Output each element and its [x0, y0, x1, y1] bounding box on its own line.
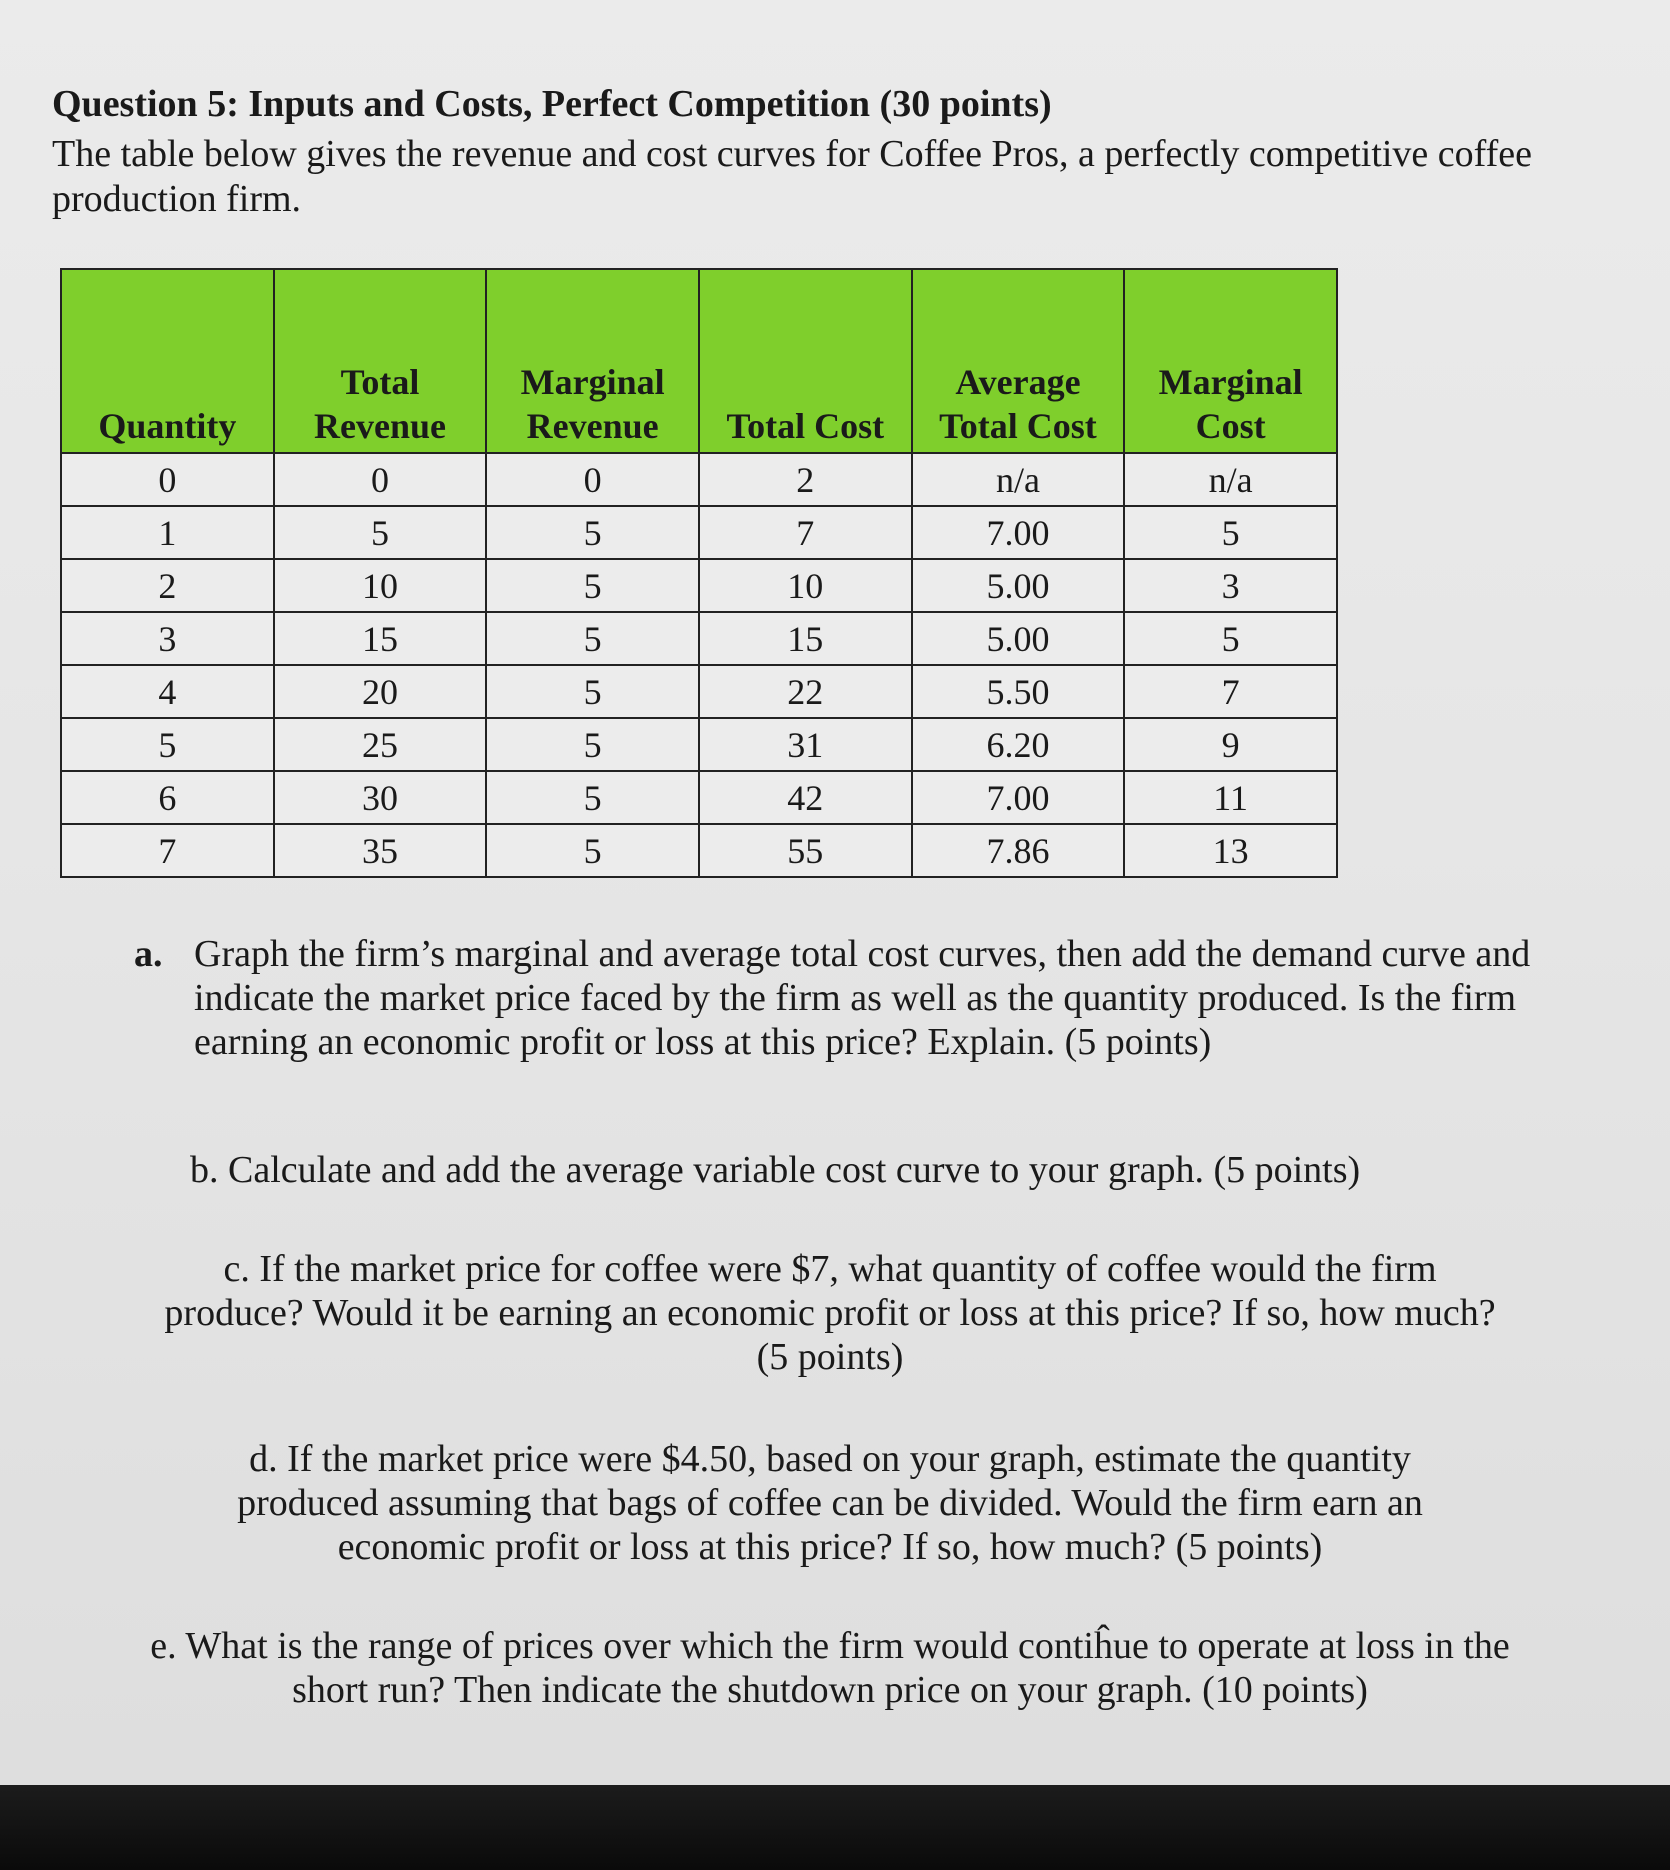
table-cell: 7 — [1124, 665, 1337, 718]
table-cell: 5 — [486, 506, 699, 559]
table-cell: 11 — [1124, 771, 1337, 824]
header-marginal-revenue: Marginal Revenue — [486, 269, 699, 453]
table-cell: 1 — [61, 506, 274, 559]
table-row — [61, 665, 1337, 718]
question-intro: The table below gives the revenue and cost curves for Coffee Pros, a perfectly competitive coffee production firm. — [52, 133, 1533, 220]
table-cell: 7.00 — [912, 506, 1125, 559]
header-marginal-cost: Marginal Cost — [1124, 269, 1337, 453]
part-d-text: d. If the market price were $4.50, based on your graph, estimate the quantity produced assuming that bags of coffee can be divided. Would the firm earn an economic profit or loss at this price? If so, how much? (5 points) — [237, 1438, 1423, 1568]
table-cell: 5 — [1124, 612, 1337, 665]
table-cell: 2 — [61, 559, 274, 612]
table-cell: 5 — [486, 612, 699, 665]
header-average-total-cost: Average Total Cost — [912, 269, 1125, 453]
table-cell: 25 — [274, 718, 487, 771]
table-cell: 5 — [486, 771, 699, 824]
table-cell: 5 — [274, 506, 487, 559]
part-a-text: Graph the firm’s marginal and average total cost curves, then add the demand curve and indicate the market price faced by the firm as well as the quantity produced. Is the firm earning an economic profit or loss at this price? Explain. (5 points) — [194, 933, 1531, 1063]
table-cell: 2 — [699, 453, 912, 506]
table-cell: 7.00 — [912, 771, 1125, 824]
table-cell: 5.00 — [912, 559, 1125, 612]
table-cell: 10 — [274, 559, 487, 612]
table-cell: 0 — [274, 453, 487, 506]
header-quantity: Quantity — [61, 269, 274, 453]
table-cell: 5 — [486, 665, 699, 718]
table-cell: 42 — [699, 771, 912, 824]
table-cell: 20 — [274, 665, 487, 718]
table-cell: 13 — [1124, 824, 1337, 877]
table-cell: 5.00 — [912, 612, 1125, 665]
table-cell: 10 — [699, 559, 912, 612]
table-cell: n/a — [1124, 453, 1337, 506]
table-cell: 0 — [61, 453, 274, 506]
table-cell: 5.50 — [912, 665, 1125, 718]
table-row — [61, 718, 1337, 771]
question-title: Question 5: Inputs and Costs, Perfect Competition (30 points) — [52, 83, 1052, 125]
table-cell: 15 — [274, 612, 487, 665]
table-cell: 7 — [61, 824, 274, 877]
table-cell: 4 — [61, 665, 274, 718]
part-a — [134, 932, 1554, 1064]
table-cell: 5 — [486, 718, 699, 771]
part-b-text: b. Calculate and add the average variable cost curve to your graph. (5 points) — [190, 1149, 1361, 1191]
header-total-revenue: Total Revenue — [274, 269, 487, 453]
table-cell: 30 — [274, 771, 487, 824]
table-cell: 31 — [699, 718, 912, 771]
cost-table — [60, 268, 1338, 878]
table-cell: 5 — [486, 824, 699, 877]
table-cell: 15 — [699, 612, 912, 665]
table-cell: 7 — [699, 506, 912, 559]
monitor-bezel — [0, 1785, 1670, 1870]
table-header-row — [61, 269, 1337, 453]
part-c-text: c. If the market price for coffee were $7, what quantity of coffee would the firm produce? Would it be earning an economic profit or loss at this price? If so, how much? (5 points) — [164, 1248, 1496, 1378]
table-row — [61, 824, 1337, 877]
table-cell: 5 — [61, 718, 274, 771]
table-cell: 9 — [1124, 718, 1337, 771]
table-cell: 7.86 — [912, 824, 1125, 877]
table-row — [61, 771, 1337, 824]
table-row — [61, 453, 1337, 506]
header-total-cost: Total Cost — [699, 269, 912, 453]
table-cell: 22 — [699, 665, 912, 718]
table-cell: 35 — [274, 824, 487, 877]
table-cell: 3 — [61, 612, 274, 665]
table-cell: 55 — [699, 824, 912, 877]
table-cell: 6 — [61, 771, 274, 824]
table-row — [61, 559, 1337, 612]
table-row — [61, 612, 1337, 665]
table-cell: n/a — [912, 453, 1125, 506]
table-cell: 5 — [486, 559, 699, 612]
part-a-marker: a. — [134, 933, 163, 975]
table-cell: 0 — [486, 453, 699, 506]
part-e-text: e. What is the range of prices over which the firm would contiĥue to operate at loss in the short run? Then indicate the shutdown price on your graph. (10 points) — [150, 1625, 1510, 1711]
table-cell: 6.20 — [912, 718, 1125, 771]
table-cell: 3 — [1124, 559, 1337, 612]
table-row — [61, 506, 1337, 559]
table-cell: 5 — [1124, 506, 1337, 559]
